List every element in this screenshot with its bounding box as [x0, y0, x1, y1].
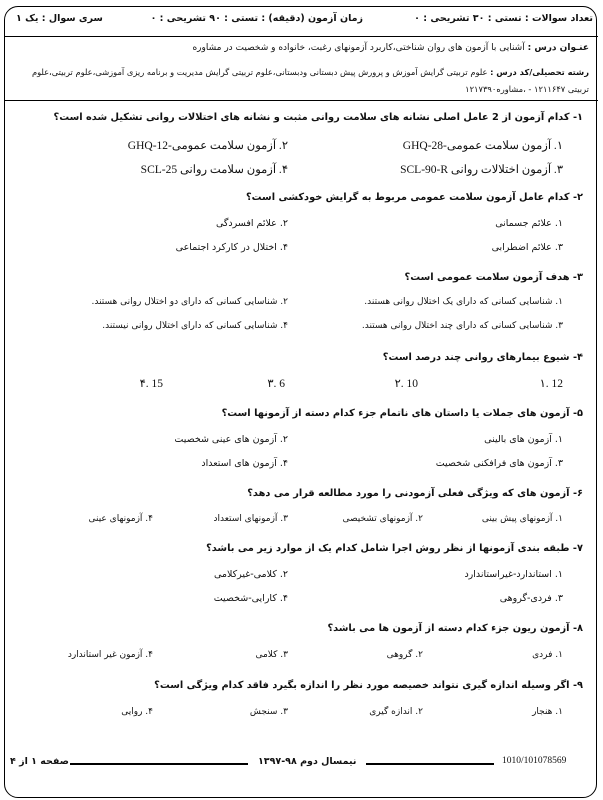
header-divider — [5, 36, 598, 37]
option-2[interactable]: ۲. گروهی — [386, 650, 423, 660]
option-3[interactable]: 6 .۳ — [267, 378, 285, 390]
question-text: ۷- طبقه بندی آزمونها از نظر روش اجرا شامل کدام یک از موارد زیر می باشد؟ — [206, 543, 583, 554]
footer-rule-right — [366, 763, 494, 765]
option-4[interactable]: ۴. شناسایی کسانی که دارای اختلال روانی نیستند. — [102, 321, 288, 331]
option-3[interactable]: ۳. آزمون اختلالات روانی SCL-90-R — [400, 164, 563, 176]
option-1[interactable]: ۱. آزمونهای پیش بینی — [481, 514, 563, 524]
page-footer — [8, 754, 595, 774]
footer-rule-left — [70, 763, 248, 765]
option-3[interactable]: ۳. فردی-گروهی — [499, 593, 563, 604]
question-text: ۱- کدام آزمون از 2 عامل اصلی نشانه های سلامت روانی مثبت و نشانه های اختلالات روانی تشکیل شده است؟ — [53, 112, 583, 123]
option-4[interactable]: ۴. اختلال در کارکرد اجتماعی — [175, 242, 288, 253]
option-2[interactable]: ۲. آزمون های عینی شخصیت — [174, 434, 288, 445]
course-major-label: رشته تحصیلی/کد درس : — [490, 67, 589, 77]
course-title — [14, 43, 589, 53]
option-2[interactable]: ۲. کلامی-غیرکلامی — [213, 569, 288, 580]
course-major-text: علوم تربیتی گرایش آموزش و پرورش پیش دبستانی ودبستانی،علوم تربیتی گرایش مدیریت و برنامه ریزی آموزشی،علوم تربیتی،علوم تربیتی ۱۲۱۱۶۴۷ - ،مشاوره۱۲۱۷۳۹۰ — [31, 67, 589, 94]
question-text: ۵- آزمون های جملات یا داستان های ناتمام جزء کدام دسته از آزمونها است؟ — [221, 408, 583, 419]
option-1[interactable]: ۱. آزمون های بالینی — [484, 434, 563, 445]
option-2[interactable]: 10 .۲ — [394, 378, 418, 390]
option-2[interactable]: ۲. اندازه گیری — [369, 707, 423, 717]
option-1[interactable]: ۱. فردی — [532, 650, 563, 660]
option-2[interactable]: ۲. آزمونهای تشخیصی — [342, 514, 423, 524]
question-count: تعداد سوالات : تستی : ۳۰ تشریحی : ۰ — [414, 13, 593, 24]
course-major — [14, 64, 589, 98]
course-title-text: آشنایی با آزمون های روان شناختی،کاربرد آزمونهای رغبت، خانواده و شخصیت در مشاوره — [192, 43, 525, 53]
option-3[interactable]: ۳. سنجش — [249, 707, 288, 717]
question-text: ۸- آزمون ریون جزء کدام دسته از آزمون ها می باشد؟ — [327, 623, 583, 634]
question-text: ۲- کدام عامل آزمون سلامت عمومی مربوط به گرایش خودکشی است؟ — [246, 192, 583, 203]
option-4[interactable]: ۴. آزمون های استعداد — [201, 458, 288, 469]
page-number: صفحه ۱ از ۴ — [10, 756, 69, 767]
option-3[interactable]: ۳. آزمونهای استعداد — [213, 514, 288, 524]
question-text: ۹- اگر وسیله اندازه گیری نتواند خصیصه مورد نظر را اندازه بگیرد فاقد کدام ویژگی است؟ — [154, 680, 583, 691]
option-3[interactable]: ۳. شناسایی کسانی که دارای چند اختلال روانی هستند. — [361, 321, 563, 331]
option-2[interactable]: ۲. شناسایی کسانی که دارای دو اختلال روانی هستند. — [91, 297, 288, 307]
option-4[interactable]: ۴. آزمون سلامت روانی SCL-25 — [140, 164, 288, 176]
option-4[interactable]: 15 .۴ — [139, 378, 163, 390]
option-3[interactable]: ۳. آزمون های فرافکنی شخصیت — [435, 458, 563, 469]
option-3[interactable]: ۳. علائم اضطرابی — [491, 242, 563, 253]
exam-time: زمان آزمون (دقیقه) : تستی : ۹۰ تشریحی : ۰ — [150, 13, 363, 24]
semester: نیمسال دوم ۹۸-۱۳۹۷ — [258, 756, 357, 767]
option-2[interactable]: ۲. آزمون سلامت عمومی-GHQ-12 — [127, 140, 288, 152]
option-4[interactable]: ۴. آزمونهای عینی — [88, 514, 153, 524]
question-series: سری سوال : یک ۱ — [16, 13, 103, 24]
option-2[interactable]: ۲. علائم افسردگی — [215, 218, 288, 229]
option-4[interactable]: ۴. آزمون غیر استاندارد — [67, 650, 153, 660]
exam-code: 1010/101078569 — [502, 756, 567, 766]
option-1[interactable]: ۱. آزمون سلامت عمومی-GHQ-28 — [402, 140, 563, 152]
question-text: ۳- هدف آزمون سلامت عمومی است؟ — [404, 272, 583, 283]
option-1[interactable]: 12 .۱ — [539, 378, 563, 390]
option-4[interactable]: ۴. کارایی-شخصیت — [213, 593, 288, 604]
option-3[interactable]: ۳. کلامی — [255, 650, 288, 660]
question-text: ۶- آزمون های که ویژگی فعلی آزمودنی را مورد مطالعه قرار می دهد؟ — [247, 488, 583, 499]
course-title-label: عنـوان درس : — [527, 43, 589, 53]
header-info-row — [10, 13, 593, 29]
option-1[interactable]: ۱. شناسایی کسانی که دارای یک اختلال روانی هستند. — [364, 297, 563, 307]
option-1[interactable]: ۱. علائم جسمانی — [495, 218, 563, 229]
option-1[interactable]: ۱. استاندارد-غیراستاندارد — [464, 569, 563, 580]
header-divider-bottom — [5, 100, 598, 101]
option-1[interactable]: ۱. هنجار — [532, 707, 563, 717]
question-text: ۴- شیوع بیمارهای روانی چند درصد است؟ — [382, 352, 583, 363]
option-4[interactable]: ۴. روایی — [121, 707, 153, 717]
